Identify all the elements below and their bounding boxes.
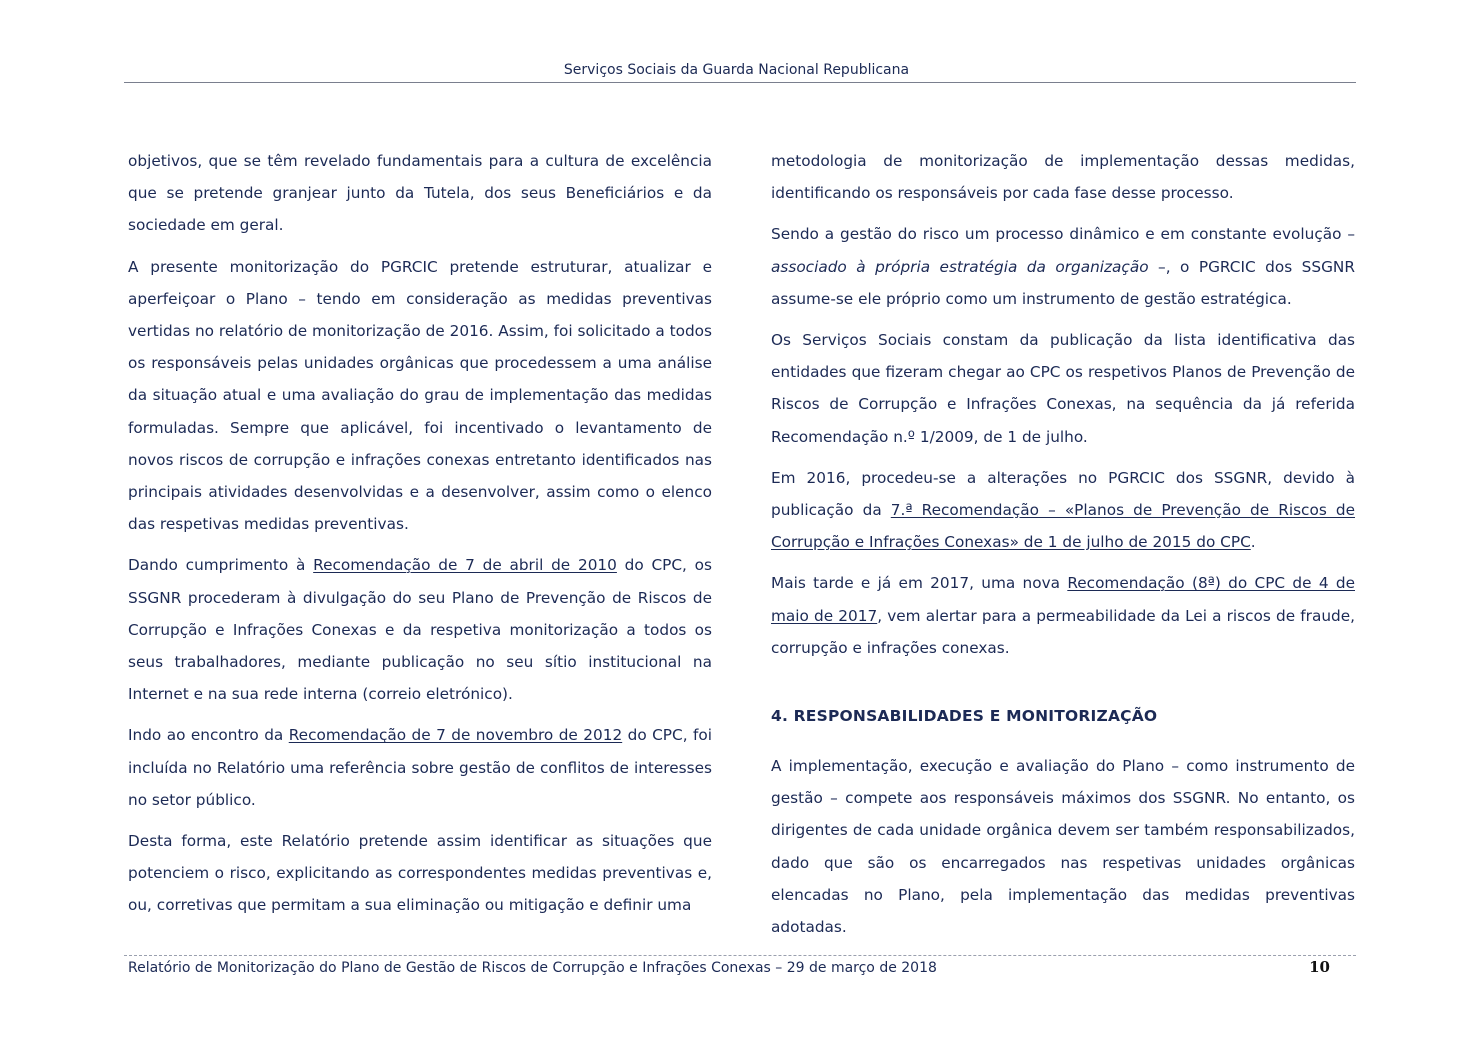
running-header: Serviços Sociais da Guarda Nacional Republicana bbox=[563, 62, 910, 78]
seventh-recommendation-link[interactable]: 7.ª Recomendação – «Planos de Prevenção de Riscos de Corrupção e Infrações Conexas» de 1 de julho de 2015 do CPC bbox=[771, 501, 1355, 552]
right-paragraph-1: metodologia de monitorização de implementação dessas medidas, identificando os responsáveis por cada fase desse processo. bbox=[771, 152, 1355, 203]
section-heading: 4. RESPONSABILIDADES E MONITORIZAÇÃO bbox=[771, 707, 1158, 726]
eighth-recommendation-link[interactable]: Recomendação (8ª) do CPC de 4 de maio de 2017 bbox=[771, 574, 1355, 625]
recommendation-2012-link[interactable]: Recomendação de 7 de novembro de 2012 bbox=[288, 726, 623, 745]
text-fragment: . bbox=[1250, 533, 1256, 552]
text-fragment: Dando cumprimento à bbox=[128, 556, 314, 575]
footer-divider bbox=[124, 955, 1356, 956]
left-paragraph-1: objetivos, que se têm revelado fundamentais para a cultura de excelência que se pretende granjear junto da Tutela, dos seus Beneficiários e da sociedade em geral. bbox=[128, 152, 712, 235]
page-number: 10 bbox=[1309, 958, 1330, 976]
running-footer: Relatório de Monitorização do Plano de Gestão de Riscos de Corrupção e Infrações Conexas – 29 de março de 2018 bbox=[128, 960, 937, 976]
text-fragment: , vem alertar para a permeabilidade da Lei a riscos de fraude, corrupção e infrações conexas. bbox=[771, 606, 1355, 657]
right-paragraph-6: A implementação, execução e avaliação do Plano – como instrumento de gestão – compete aos responsáveis máximos dos SSGNR. No entanto, os dirigentes de cada unidade orgânica devem ser também responsabilizados, dado que são os encarregados nas respetivas unidades orgânicas elencadas no Plano, pela implementação das medidas preventivas adotadas. bbox=[771, 757, 1355, 937]
left-paragraph-4 bbox=[128, 719, 712, 816]
recommendation-2010-link[interactable]: Recomendação de 7 de abril de 2010 bbox=[313, 556, 617, 575]
left-paragraph-2: A presente monitorização do PGRCIC pretende estruturar, atualizar e aperfeiçoar o Plano – tendo em consideração as medidas preventivas vertidas no relatório de monitorização de 2016. Assim, foi solicitado a todos os responsáveis pelas unidades orgânicas que procedessem a uma análise da situação atual e uma avaliação do grau de implementação das medidas formuladas. Sempre que aplicável, foi incentivado o levantamento de novos riscos de corrupção e infrações conexas entretanto identificados nas principais atividades desenvolvidas e a desenvolver, assim como o elenco das respetivas medidas preventivas. bbox=[128, 257, 712, 534]
text-fragment: do CPC, os SSGNR procederam à divulgação do seu Plano de Prevenção de Riscos de Corrupção e Infrações Conexas e da respetiva monitorização a todos os seus trabalhadores, mediante publicação no seu sítio institucional na Internet e na sua rede interna (correio eletrónico). bbox=[128, 556, 712, 704]
left-column bbox=[128, 145, 712, 931]
text-fragment: Em 2016, procedeu-se a alterações no PGRCIC dos SSGNR, devido à publicação da bbox=[771, 468, 1355, 520]
text-fragment: Sendo a gestão do risco um processo dinâmico e em constante evolução – bbox=[771, 225, 1355, 244]
text-fragment: Mais tarde e já em 2017, uma nova bbox=[771, 574, 1068, 593]
header-divider bbox=[124, 82, 1356, 83]
text-fragment: Indo ao encontro da bbox=[128, 726, 289, 745]
text-fragment: do CPC, foi incluída no Relatório uma referência sobre gestão de conflitos de interesses no setor público. bbox=[128, 726, 713, 809]
right-paragraph-2 bbox=[771, 218, 1355, 315]
italic-phrase: associado à própria estratégia da organização bbox=[771, 257, 1149, 276]
left-paragraph-3 bbox=[128, 549, 712, 710]
right-paragraph-3: Os Serviços Sociais constam da publicação da lista identificativa das entidades que fizeram chegar ao CPC os respetivos Planos de Prevenção de Riscos de Corrupção e Infrações Conexas, na sequência da já referida Recomendação n.º 1/2009, de 1 de julho. bbox=[771, 331, 1355, 446]
left-paragraph-5: Desta forma, este Relatório pretende assim identificar as situações que potenciem o risco, explicitando as correspondentes medidas preventivas e, ou, corretivas que permitam a sua eliminação ou mitigação e definir uma bbox=[128, 832, 712, 915]
right-paragraph-4 bbox=[771, 462, 1355, 559]
right-paragraph-5 bbox=[771, 567, 1355, 664]
right-column bbox=[771, 145, 1355, 952]
text-fragment: –, o PGRCIC dos SSGNR assume-se ele próprio como um instrumento de gestão estratégica. bbox=[771, 257, 1355, 308]
